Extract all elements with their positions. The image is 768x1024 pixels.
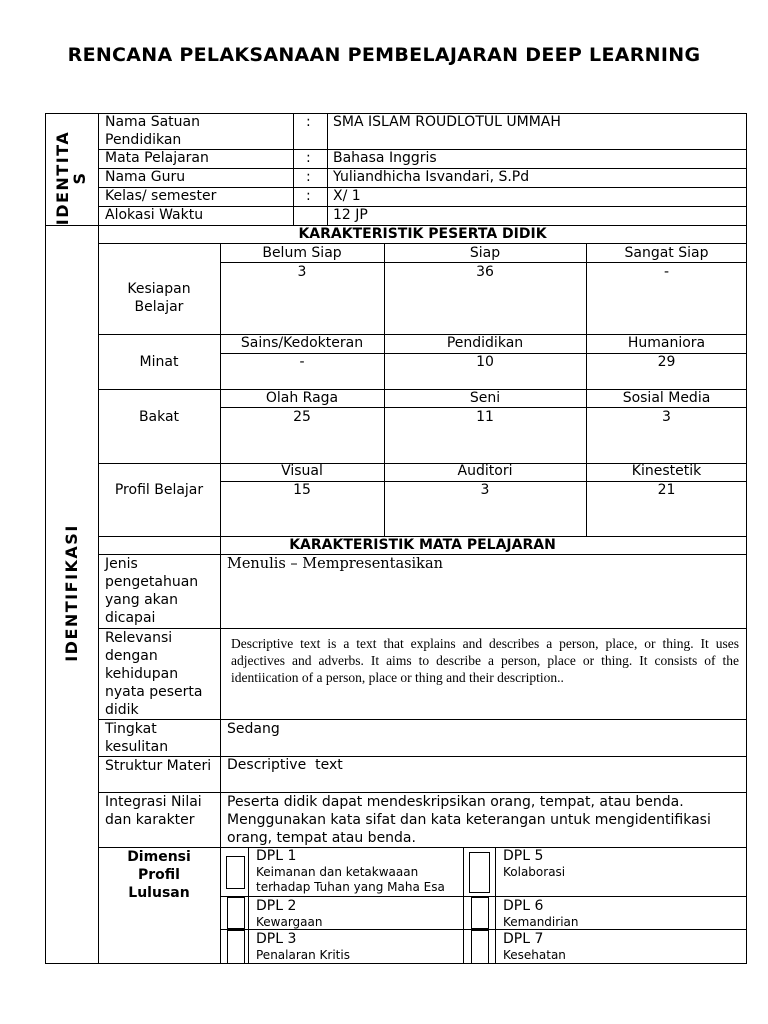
minat-val-2: 10 [476, 354, 494, 370]
identitas-label-alokasi: Alokasi Waktu [105, 207, 204, 223]
minat-col-2: Pendidikan [446, 335, 524, 351]
mapel-label-relevansi: Relevansi dengan kehidupan nyata peserta didik [105, 630, 203, 718]
bakat-col-2: Seni [469, 390, 501, 406]
mapel-value-relevansi: Descriptive text is a text that explains and describes a person, place, or thing. It uses adjectives and adverbs. It aims to describe a person, place or thing. It consists of the identiication of a person, place or thing and their description.. [231, 636, 739, 685]
dpl-5-desc: Kolaborasi [503, 865, 566, 879]
identitas-value-kelas: X/ 1 [333, 188, 361, 204]
kesiapan-col-2: Siap [469, 245, 501, 261]
kesiapan-val-2: 36 [476, 264, 494, 280]
minat-val-1: - [299, 354, 305, 370]
identitas-sep-2: : [306, 150, 311, 166]
mapel-value-jenis: Menulis – Mempresentasikan [227, 556, 443, 572]
identitas-value-guru: Yuliandhicha Isvandari, S.Pd [333, 169, 530, 185]
mapel-label-struktur: Struktur Materi [105, 758, 212, 774]
bakat-val-2: 11 [476, 409, 494, 425]
mapel-label-jenis: Jenis pengetahuan yang akan dicapai [105, 556, 199, 626]
identitas-label-satuan: Nama Satuan Pendidikan [105, 114, 200, 148]
identitas-value-alokasi: 12 JP [333, 207, 368, 223]
dpl-5-checkbox[interactable] [469, 852, 490, 893]
mapel-value-struktur: Descriptive text [227, 757, 343, 773]
bakat-col-3: Sosial Media [622, 390, 711, 406]
identitas-value-satuan: SMA ISLAM ROUDLOTUL UMMAH [333, 114, 561, 130]
mapel-value-integrasi: Peserta didik dapat mendeskripsikan orang, tempat, atau benda. Menggunakan kata sifat dan kata keterangan untuk mengidentifikasi orang, tempat atau benda. [227, 794, 711, 846]
bakat-val-3: 3 [662, 409, 671, 425]
identitas-side-label: IDENTITA S [53, 130, 89, 226]
identitas-label-guru: Nama Guru [105, 169, 186, 185]
identitas-value-mapel: Bahasa Inggris [333, 150, 437, 166]
kesiapan-belajar-label: Kesiapan Belajar [127, 281, 191, 315]
dimensi-profil-label: Dimensi Profil Lulusan [127, 849, 191, 901]
identitas-sep-1: : [306, 114, 311, 130]
identitas-label-kelas: Kelas/ semester [105, 188, 217, 204]
dpl-3-desc: Penalaran Kritis [256, 948, 350, 962]
profil-col-3: Kinestetik [631, 463, 702, 479]
dpl-3-checkbox[interactable] [227, 930, 245, 964]
dpl-5-code: DPL 5 [503, 848, 544, 864]
dpl-1-desc: Keimanan dan ketakwaaan terhadap Tuhan yang Maha Esa [256, 865, 445, 894]
identitas-sep-4: : [306, 188, 311, 204]
dpl-7-checkbox[interactable] [471, 930, 489, 964]
kesiapan-val-3: - [663, 264, 670, 280]
dpl-2-checkbox[interactable] [227, 897, 245, 929]
rpp-table [45, 113, 747, 964]
identitas-label-mapel: Mata Pelajaran [105, 150, 209, 166]
dpl-7-code: DPL 7 [503, 931, 544, 947]
minat-label: Minat [139, 354, 179, 370]
kesiapan-col-3: Sangat Siap [624, 245, 709, 261]
bakat-col-1: Olah Raga [265, 390, 339, 406]
document-title: RENCANA PELAKSANAAN PEMBELAJARAN DEEP LEARNING [67, 44, 701, 66]
profil-val-2: 3 [480, 482, 490, 498]
dpl-1-code: DPL 1 [256, 848, 297, 864]
dpl-3-code: DPL 3 [256, 931, 297, 947]
profil-col-1: Visual [281, 463, 323, 479]
dpl-6-desc: Kemandirian [503, 915, 579, 929]
dpl-7-desc: Kesehatan [503, 948, 566, 962]
minat-col-1: Sains/Kedokteran [240, 335, 364, 351]
dpl-1-checkbox[interactable] [226, 856, 245, 889]
mapel-label-tingkat: Tingkat kesulitan [105, 721, 169, 755]
identifikasi-side-label: IDENTIFIKASI [62, 524, 81, 662]
dpl-2-code: DPL 2 [256, 898, 297, 914]
minat-val-3: 29 [657, 354, 676, 370]
kesiapan-col-1: Belum Siap [262, 245, 342, 261]
profil-val-3: 21 [657, 482, 676, 498]
karakteristik-peserta-heading: KARAKTERISTIK PESERTA DIDIK [298, 226, 547, 242]
profil-col-2: Auditori [457, 463, 513, 479]
profil-val-1: 15 [293, 482, 311, 498]
mapel-label-integrasi: Integrasi Nilai dan karakter [105, 794, 202, 828]
karakteristik-mapel-heading: KARAKTERISTIK MATA PELAJARAN [289, 537, 556, 553]
dpl-2-desc: Kewargaan [256, 915, 323, 929]
dpl-6-code: DPL 6 [503, 898, 544, 914]
bakat-val-1: 25 [293, 409, 311, 425]
bakat-label: Bakat [138, 409, 180, 425]
mapel-value-tingkat: Sedang [227, 721, 280, 737]
profil-belajar-label: Profil Belajar [114, 482, 204, 498]
kesiapan-val-1: 3 [297, 264, 307, 280]
minat-col-3: Humaniora [627, 335, 706, 351]
identitas-sep-3: : [306, 169, 311, 185]
dpl-6-checkbox[interactable] [471, 897, 489, 929]
